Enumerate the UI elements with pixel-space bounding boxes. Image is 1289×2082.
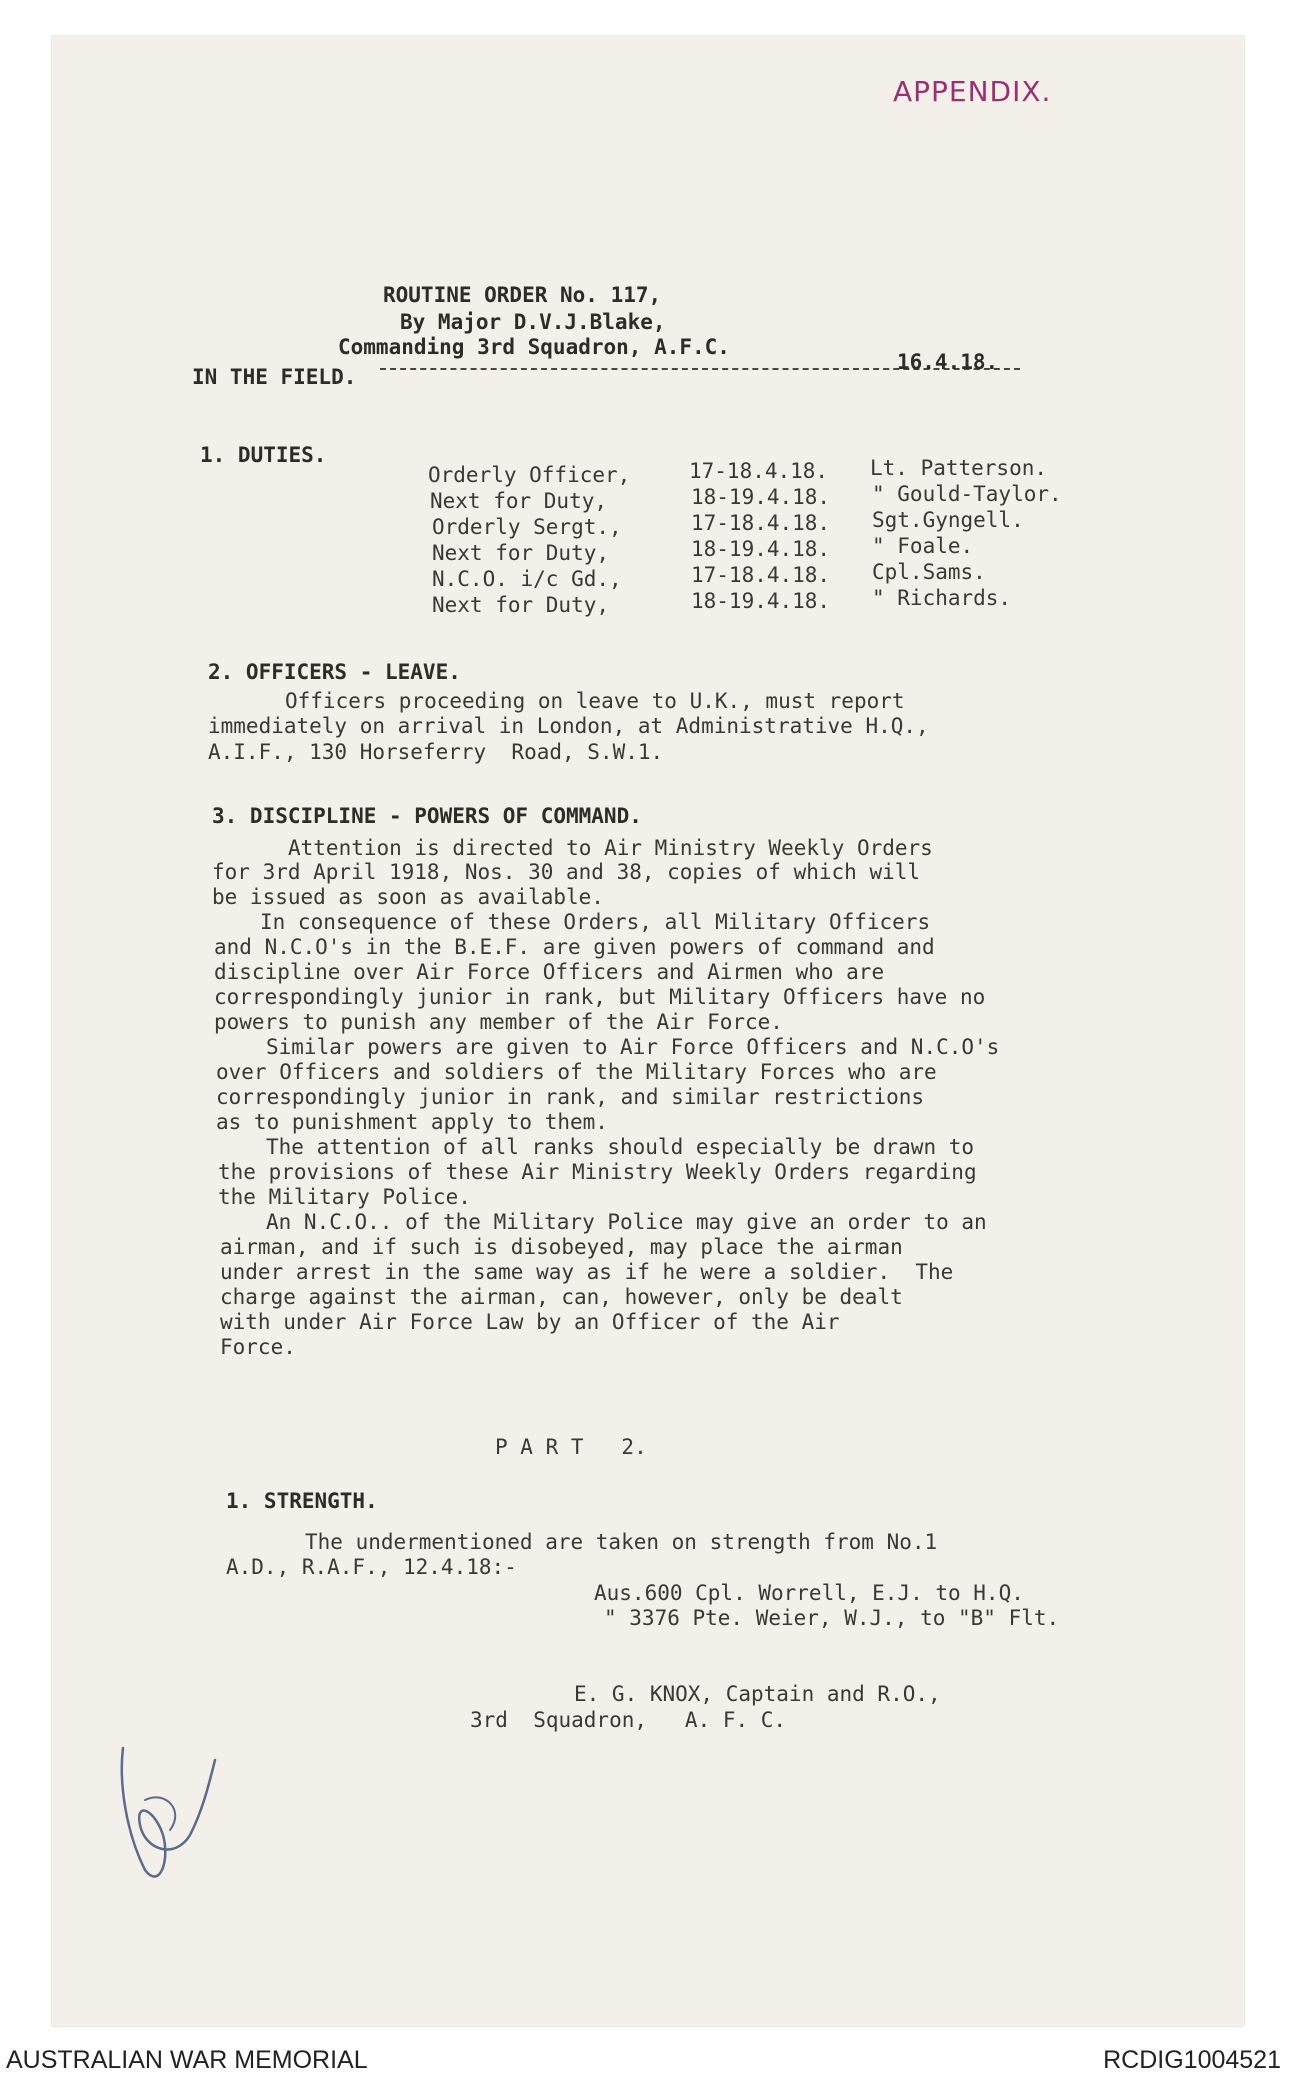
place-line: IN THE FIELD. [192, 365, 357, 389]
discipline-line: Similar powers are given to Air Force Officers and N.C.O's [266, 1035, 1000, 1059]
discipline-line: with under Air Force Law by an Officer of the Air [220, 1310, 840, 1334]
by-line: By Major D.V.J.Blake, [400, 310, 666, 334]
discipline-line: for 3rd April 1918, Nos. 30 and 38, copies of which will [212, 860, 921, 884]
strength-entry: Aus.600 Cpl. Worrell, E.J. to H.Q. [594, 1581, 1024, 1605]
duty-name: " Gould-Taylor. [872, 482, 1062, 506]
discipline-line: The attention of all ranks should especially be drawn to [266, 1135, 975, 1159]
footer-archive-name: AUSTRALIAN WAR MEMORIAL [6, 2046, 368, 2074]
discipline-line: as to punishment apply to them. [216, 1110, 608, 1134]
order-title: ROUTINE ORDER No. 117, [383, 283, 662, 307]
duty-dates: 17-18.4.18. [691, 563, 831, 587]
discipline-line: Attention is directed to Air Ministry Weekly Orders [288, 836, 933, 860]
duty-dates: 18-19.4.18. [691, 589, 831, 613]
part-2-heading: P A R T 2. [495, 1435, 647, 1459]
duty-role: Orderly Officer, [428, 463, 631, 487]
discipline-line: under arrest in the same way as if he were a soldier. The [220, 1260, 954, 1284]
duty-role: Orderly Sergt., [432, 515, 622, 539]
duty-dates: 17-18.4.18. [689, 459, 829, 483]
discipline-line: An N.C.O.. of the Military Police may give an order to an [266, 1210, 987, 1234]
duty-role: Next for Duty, [430, 489, 608, 513]
discipline-line: the Military Police. [218, 1185, 471, 1209]
discipline-line: be issued as soon as available. [212, 885, 604, 909]
discipline-line: discipline over Air Force Officers and Airmen who are [214, 960, 885, 984]
leave-heading: 2. OFFICERS - LEAVE. [208, 660, 461, 684]
duty-dates: 18-19.4.18. [691, 485, 831, 509]
order-date: 16.4.18. [897, 350, 999, 374]
discipline-line: the provisions of these Air Ministry Weekly Orders regarding [218, 1160, 977, 1184]
strength-entry: " 3376 Pte. Weier, W.J., to "B" Flt. [604, 1606, 1060, 1630]
duties-heading: 1. DUTIES. [200, 443, 327, 467]
discipline-line: airman, and if such is disobeyed, may place the airman [220, 1235, 903, 1259]
duty-dates: 18-19.4.18. [691, 537, 831, 561]
discipline-line: and N.C.O's in the B.E.F. are given powers of command and [214, 935, 935, 959]
discipline-line: Force. [220, 1335, 296, 1359]
duty-name: Cpl.Sams. [872, 560, 986, 584]
strength-line: A.D., R.A.F., 12.4.18:- [226, 1555, 517, 1579]
duty-name: " Foale. [872, 534, 974, 558]
strength-heading: 1. STRENGTH. [226, 1489, 378, 1513]
signatory-unit: 3rd Squadron, A. F. C. [470, 1708, 787, 1732]
discipline-line: over Officers and soldiers of the Military Forces who are [216, 1060, 937, 1084]
duty-name: Lt. Patterson. [870, 456, 1048, 480]
duty-role: Next for Duty, [432, 593, 610, 617]
duty-role: N.C.O. i/c Gd., [432, 567, 622, 591]
leave-line: immediately on arrival in London, at Administrative H.Q., [208, 714, 929, 738]
discipline-line: powers to punish any member of the Air Force. [214, 1010, 783, 1034]
discipline-heading: 3. DISCIPLINE - POWERS OF COMMAND. [212, 804, 642, 828]
discipline-line: correspondingly junior in rank, and similar restrictions [216, 1085, 925, 1109]
signatory-line: E. G. KNOX, Captain and R.O., [574, 1682, 941, 1706]
discipline-line: In consequence of these Orders, all Military Officers [260, 910, 931, 934]
discipline-line: correspondingly junior in rank, but Military Officers have no [214, 985, 986, 1009]
leave-line: A.I.F., 130 Horseferry Road, S.W.1. [208, 740, 664, 764]
command-line: Commanding 3rd Squadron, A.F.C. [338, 335, 730, 359]
handwritten-initials-icon [115, 1740, 225, 1890]
strength-line: The undermentioned are taken on strength from No.1 [305, 1530, 938, 1554]
duty-role: Next for Duty, [432, 541, 610, 565]
duty-name: " Richards. [872, 586, 1012, 610]
leave-line: Officers proceeding on leave to U.K., must report [285, 689, 905, 713]
duty-name: Sgt.Gyngell. [872, 508, 1024, 532]
appendix-stamp: APPENDIX. [893, 75, 1052, 108]
discipline-line: charge against the airman, can, however, only be dealt [220, 1285, 903, 1309]
footer-record-id: RCDIG1004521 [1103, 2046, 1281, 2074]
duty-dates: 17-18.4.18. [691, 511, 831, 535]
